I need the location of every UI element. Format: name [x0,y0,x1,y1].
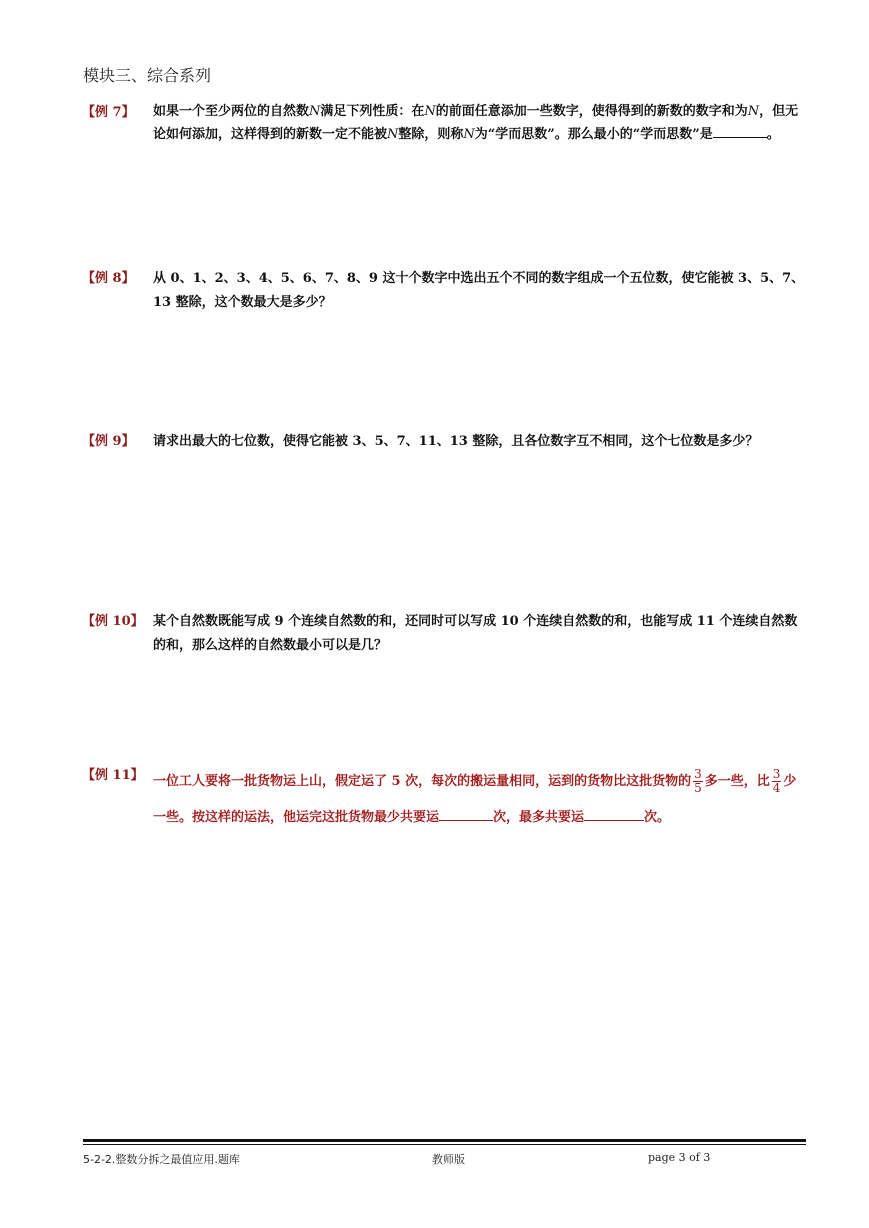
problem-label: 【例 11】 [82,768,144,783]
problem-7 [82,101,808,146]
answer-blank [713,123,767,138]
footer-center: 教师版 [432,1153,465,1166]
problem-label: 【例 9】 [82,434,135,449]
problem-label: 【例 7】 [82,105,135,120]
problem-text: 请求出最大的七位数，使得它能被 3、5、7、11、13 整除，且各位数字互不相同，这个七位数是多少？ [153,434,759,449]
fraction-three-fifths: $\frac{3}{5}$ [694,767,702,795]
problem-11 [82,764,808,836]
footer-page-number: page 3 of 3 [648,1151,711,1164]
fraction-three-quarters: $\frac{3}{4}$ [772,767,781,795]
problem-9 [82,430,808,454]
problem-10 [82,610,808,658]
footer-rule-thick [83,1139,806,1142]
footer-rule-thin [83,1144,806,1145]
problem-8 [82,267,808,315]
footer-left: 5-2-2.整数分拆之最值应用.题库 [83,1153,240,1166]
problem-text: 从 0、1、2、3、4、5、6、7、8、9 这十个数字中选出五个不同的数字组成一个五位数，使它能被 3、5、7、13 整除，这个数最大是多少？ [153,271,805,310]
section-title: 模块三、综合系列 [83,66,212,85]
problem-text: 如果一个至少两位的自然数N满足下列性质：在N的前面任意添加一些数字，使得得到的新数的数字和为N，但无论如何添加，这样得到的新数一定不能被N整除，则称N为“学而思数”。那么最小的“学而思数”是 。 [153,104,799,142]
problem-label: 【例 10】 [82,614,144,629]
problem-text: 某个自然数既能写成 9 个连续自然数的和，还同时可以写成 10 个连续自然数的和，也能写成 11 个连续自然数的和，那么这样的自然数最小可以是几？ [153,614,798,653]
answer-blank-min [439,806,493,821]
problem-label: 【例 8】 [82,271,135,286]
problem-text: 一位工人要将一批货物运上山，假定运了 5 次，每次的搬运量相同，运到的货物比这批货物的 $\frac{3}{5}$ 多一些，比 $\frac{3}{4}$ 少一些。按这样的运法，他运完这批货物最少共要运 次，最多共要运 次。 [153,767,797,825]
answer-blank-max [584,806,644,821]
